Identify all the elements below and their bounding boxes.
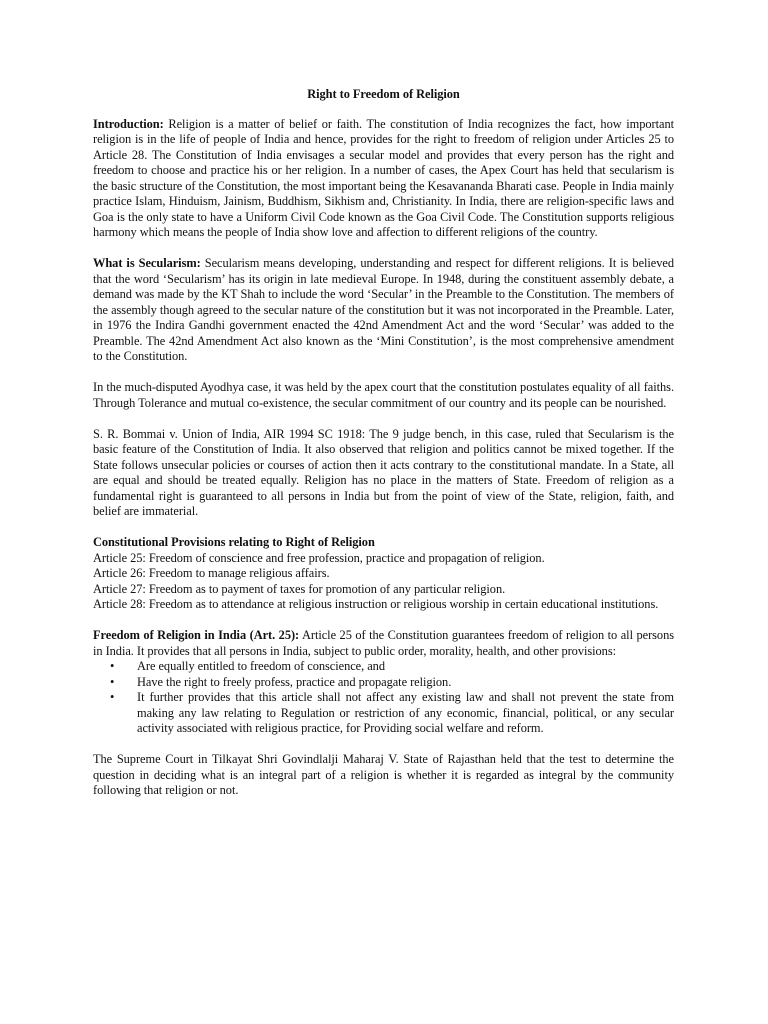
article-line: Article 26: Freedom to manage religious affairs. <box>93 566 330 580</box>
secularism-body: Secularism means developing, understanding and respect for different religions. It is believed that the word ‘Secularism’ has its origin in late medieval Europe. In 1948, during the constituent assembly debate, a demand was made by the KT Shah to include the word ‘Secular’ in the Preamble to the Constitution. The members of the assembly though agreed to the secular nature of the constitution but it was not incorporated in the Preamble. Later, in 1976 the Indira Gandhi government enacted the 42nd Amendment Act and the word ‘Secular’ was added to the Preamble. The 42nd Amendment Act also known as the ‘Mini Constitution’, is the most comprehensive amendment to the Constitution. <box>93 256 674 363</box>
bommai-paragraph: S. R. Bommai v. Union of India, AIR 1994 SC 1918: The 9 judge bench, in this case, ruled that Secularism is the basic feature of the Constitution of India. It also observed that religion and politics cannot be mixed together. If the State follows unsecular policies or courses of action then it acts contrary to the constitutional mandate. In a State, all are equal and should be treated equally. Religion has no place in the matters of State. Freedom of religion as a fundamental right is guaranteed to all persons in India but from the point of view of the State, religion, faith, and belief are immaterial. <box>93 426 674 518</box>
introduction-body: Religion is a matter of belief or faith. The constitution of India recognizes the fact, how important religion is in the life of people of India and hence, provides for the right to freedom of religion under Articles 25 to Article 28. The Constitution of India envisages a secular model and provides that every person has the right and freedom to choose and practice his or her religion. In a number of cases, the Apex Court has held that secularism is the basic structure of the Constitution, the most important being the Kesavananda Bharati case. People in India mainly practice Islam, Hinduism, Jainism, Buddhism, Sikhism and, Christianity. In India, there are religion-specific laws and Goa is the only state to have a Uniform Civil Code known as the Goa Civil Code. The Constitution supports religious harmony which means the people of India show love and affection to different religions of the country. <box>93 116 674 239</box>
bullet-text: Have the right to freely profess, practice and propagate religion. <box>137 674 452 689</box>
bullet-item <box>93 675 674 691</box>
bullet-text: It further provides that this article shall not affect any existing law and shall not prevent the state from making any law relating to Regulation or restriction of any economic, financial, political, or any secular activity associated with religious practice, for Providing social welfare and reform. <box>137 690 674 735</box>
bullet-item <box>93 659 674 675</box>
article-line: Article 27: Freedom as to payment of taxes for promotion of any particular religion. <box>93 581 506 596</box>
provisions-section <box>93 535 674 613</box>
closing-paragraph: The Supreme Court in Tilkayat Shri Govindlalji Maharaj V. State of Rajasthan held that the test to determine the question in deciding what is an integral part of a religion is whether it is regarded as integral by the community following that religion or not. <box>93 752 674 797</box>
article25-bullet-list <box>93 659 674 737</box>
provisions-heading: Constitutional Provisions relating to Right of Religion <box>93 535 375 549</box>
secularism-lead: What is Secularism: <box>93 256 201 270</box>
article-line: Article 28: Freedom as to attendance at religious instruction or religious worship in certain educational institutions. <box>93 597 659 611</box>
article25-body: Article 25 of the Constitution guarantees freedom of religion to all persons in India. It provides that all persons in India, subject to public order, morality, health, and other provisions: <box>93 628 674 658</box>
bullet-icon: • <box>110 659 115 673</box>
document-title: Right to Freedom of Religion <box>307 87 460 101</box>
bullet-text: Are equally entitled to freedom of conscience, and <box>137 659 385 673</box>
article25-lead: Freedom of Religion in India (Art. 25): <box>93 628 300 642</box>
secularism-paragraph <box>93 256 674 365</box>
document-page <box>93 87 674 799</box>
bullet-icon: • <box>110 674 115 689</box>
bullet-item <box>93 690 674 737</box>
article25-paragraph <box>93 628 674 659</box>
article-line: Article 25: Freedom of conscience and free profession, practice and propagation of religion. <box>93 550 545 565</box>
introduction-paragraph <box>93 117 674 241</box>
introduction-lead: Introduction: <box>93 116 164 131</box>
bullet-icon: • <box>110 690 115 704</box>
ayodhya-paragraph: In the much-disputed Ayodhya case, it was held by the apex court that the constitution postulates equality of all faiths. Through Tolerance and mutual co-existence, the secular commitment of our country and its people can be nourished. <box>93 380 674 410</box>
